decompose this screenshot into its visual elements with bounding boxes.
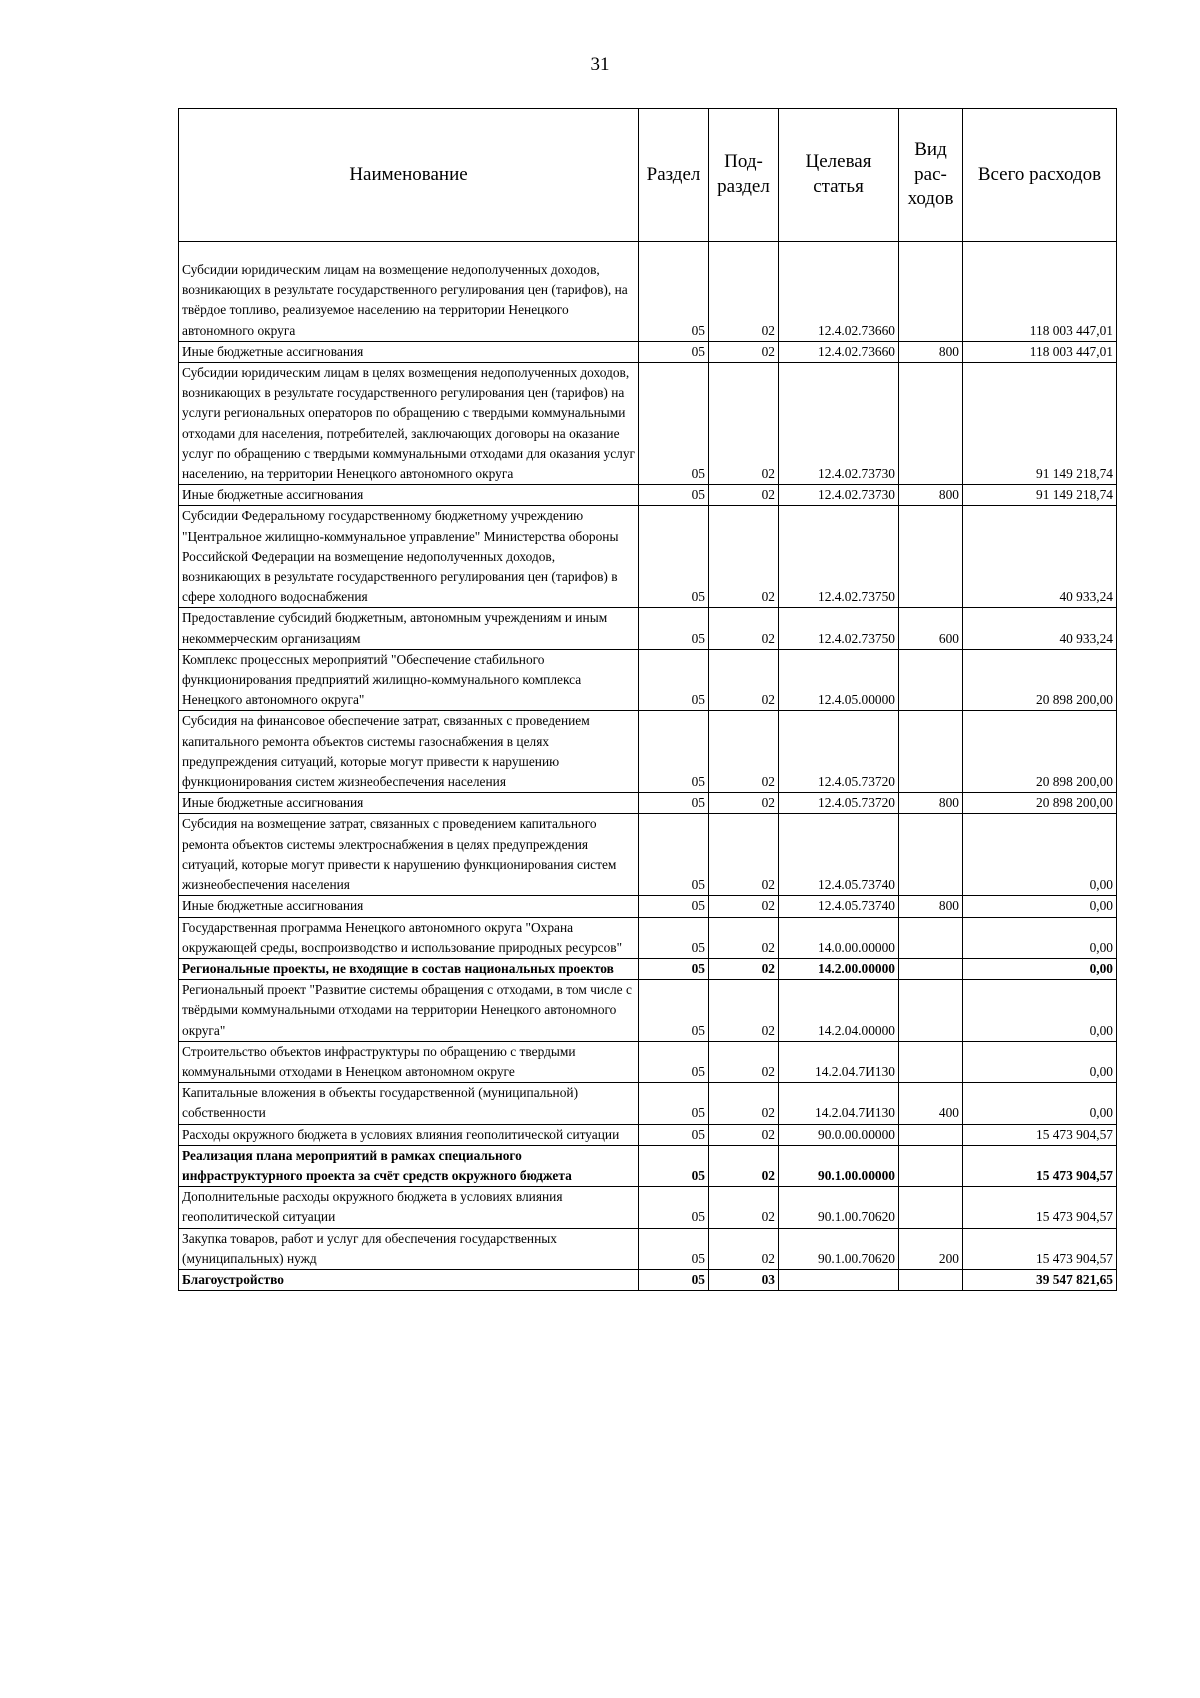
cell-name: Региональный проект "Развитие системы обращения с отходами, в том числе с твёрдыми коммунальными отходами на территории Ненецкого автономного округа" [179,980,639,1042]
table-row [179,1228,1117,1269]
cell-name: Строительство объектов инфраструктуры по обращению с твердыми коммунальными отходами в Ненецком автономном округе [179,1041,639,1082]
cell-vid-rashodov [899,917,963,958]
cell-vid-rashodov: 200 [899,1228,963,1269]
cell-vid-rashodov [899,1187,963,1228]
cell-name: Комплекс процессных мероприятий "Обеспечение стабильного функционирования предприятий жилищно-коммунального комплекса Ненецкого автономного округа" [179,649,639,711]
cell-vid-rashodov [899,814,963,896]
cell-razdel: 05 [639,793,709,814]
header-tselevaya-statya: Целевая статья [779,109,899,242]
table-row [179,260,1117,341]
cell-razdel: 05 [639,506,709,608]
cell-tselevaya-statya: 90.1.00.00000 [779,1145,899,1186]
header-podrazdel: Под- раздел [709,109,779,242]
cell-tselevaya-statya: 90.1.00.70620 [779,1187,899,1228]
header-spacer-row [179,242,1117,261]
cell-total: 118 003 447,01 [963,260,1117,341]
cell-name: Дополнительные расходы окружного бюджета в условиях влияния геополитической ситуации [179,1187,639,1228]
cell-razdel: 05 [639,1041,709,1082]
cell-total: 20 898 200,00 [963,711,1117,793]
table-body [179,260,1117,1291]
cell-name: Реализация плана мероприятий в рамках специального инфраструктурного проекта за счёт средств окружного бюджета [179,1145,639,1186]
cell-vid-rashodov [899,1145,963,1186]
cell-podrazdel: 02 [709,341,779,362]
cell-razdel: 05 [639,1187,709,1228]
cell-tselevaya-statya: 12.4.02.73750 [779,506,899,608]
cell-total: 91 149 218,74 [963,363,1117,485]
cell-total: 0,00 [963,917,1117,958]
cell-razdel: 05 [639,485,709,506]
cell-vid-rashodov [899,958,963,979]
cell-name: Субсидия на возмещение затрат, связанных с проведением капитального ремонта объектов системы электроснабжения в целях предупреждения ситуаций, которые могут привести к нарушению функционирования систем жизнеобеспечения населения [179,814,639,896]
budget-table [178,108,1117,1291]
cell-razdel: 05 [639,649,709,711]
table-row [179,958,1117,979]
table-row [179,1145,1117,1186]
cell-total: 39 547 821,65 [963,1269,1117,1290]
cell-vid-rashodov: 800 [899,793,963,814]
cell-razdel: 05 [639,363,709,485]
cell-total: 118 003 447,01 [963,341,1117,362]
cell-total: 40 933,24 [963,608,1117,649]
cell-name: Региональные проекты, не входящие в состав национальных проектов [179,958,639,979]
cell-total: 0,00 [963,814,1117,896]
cell-vid-rashodov [899,506,963,608]
cell-razdel: 05 [639,711,709,793]
cell-tselevaya-statya: 14.0.00.00000 [779,917,899,958]
cell-tselevaya-statya: 12.4.05.73740 [779,896,899,917]
cell-name: Капитальные вложения в объекты государственной (муниципальной) собственности [179,1083,639,1124]
cell-vid-rashodov [899,363,963,485]
cell-podrazdel: 02 [709,485,779,506]
cell-podrazdel: 02 [709,917,779,958]
cell-razdel: 05 [639,1124,709,1145]
table-row [179,980,1117,1042]
cell-vid-rashodov [899,649,963,711]
cell-name: Иные бюджетные ассигнования [179,793,639,814]
cell-podrazdel: 02 [709,896,779,917]
cell-podrazdel: 02 [709,814,779,896]
cell-total: 0,00 [963,896,1117,917]
table-row [179,793,1117,814]
cell-podrazdel: 02 [709,649,779,711]
cell-vid-rashodov [899,1269,963,1290]
cell-vid-rashodov [899,1124,963,1145]
header-vid-rashodov: Вид рас- ходов [899,109,963,242]
cell-tselevaya-statya: 12.4.02.73730 [779,363,899,485]
cell-podrazdel: 02 [709,1145,779,1186]
cell-total: 15 473 904,57 [963,1145,1117,1186]
cell-vid-rashodov: 800 [899,341,963,362]
cell-vid-rashodov: 400 [899,1083,963,1124]
cell-razdel: 05 [639,260,709,341]
cell-razdel: 05 [639,917,709,958]
cell-tselevaya-statya: 12.4.02.73750 [779,608,899,649]
table-row [179,1124,1117,1145]
table-row [179,608,1117,649]
cell-name: Субсидии юридическим лицам на возмещение недополученных доходов, возникающих в результате государственного регулирования цен (тарифов), на твёрдое топливо, реализуемое населению на территории Ненецкого автономного округа [179,260,639,341]
cell-tselevaya-statya: 12.4.05.73720 [779,793,899,814]
cell-podrazdel: 02 [709,1228,779,1269]
cell-name: Иные бюджетные ассигнования [179,485,639,506]
cell-total: 0,00 [963,980,1117,1042]
cell-vid-rashodov: 800 [899,896,963,917]
cell-podrazdel: 02 [709,711,779,793]
cell-total: 15 473 904,57 [963,1187,1117,1228]
cell-podrazdel: 02 [709,1187,779,1228]
cell-vid-rashodov: 600 [899,608,963,649]
header-razdel: Раздел [639,109,709,242]
cell-razdel: 05 [639,896,709,917]
table-row [179,506,1117,608]
cell-vid-rashodov: 800 [899,485,963,506]
cell-name: Субсидии юридическим лицам в целях возмещения недополученных доходов, возникающих в результате государственного регулирования цен (тарифов) на услуги региональных операторов по обращению с твердыми коммунальными отходами для населения, потребителей, заключающих договоры на оказание услуг по обращению с твердыми коммунальными отходами для оказания услуг населению, на территории Ненецкого автономного округа [179,363,639,485]
cell-name: Субсидия на финансовое обеспечение затрат, связанных с проведением капитального ремонта объектов системы газоснабжения в целях предупреждения ситуаций, которые могут привести к нарушению функционирования систем жизнеобеспечения населения [179,711,639,793]
cell-razdel: 05 [639,1269,709,1290]
cell-tselevaya-statya: 12.4.02.73660 [779,341,899,362]
table-row [179,896,1117,917]
cell-total: 15 473 904,57 [963,1228,1117,1269]
cell-vid-rashodov [899,980,963,1042]
cell-vid-rashodov [899,711,963,793]
cell-podrazdel: 03 [709,1269,779,1290]
table-header [179,109,1117,261]
table-row [179,1041,1117,1082]
table-row [179,1083,1117,1124]
cell-razdel: 05 [639,1083,709,1124]
cell-total: 15 473 904,57 [963,1124,1117,1145]
cell-total: 0,00 [963,1083,1117,1124]
cell-tselevaya-statya: 14.2.04.00000 [779,980,899,1042]
cell-tselevaya-statya: 12.4.05.73720 [779,711,899,793]
table-row [179,649,1117,711]
cell-name: Иные бюджетные ассигнования [179,896,639,917]
cell-name: Иные бюджетные ассигнования [179,341,639,362]
cell-name: Предоставление субсидий бюджетным, автономным учреждениям и иным некоммерческим организациям [179,608,639,649]
table-row [179,341,1117,362]
cell-total: 0,00 [963,1041,1117,1082]
cell-total: 20 898 200,00 [963,649,1117,711]
cell-total: 0,00 [963,958,1117,979]
cell-vid-rashodov [899,260,963,341]
cell-tselevaya-statya: 12.4.05.73740 [779,814,899,896]
cell-name: Расходы окружного бюджета в условиях влияния геополитической ситуации [179,1124,639,1145]
table-row [179,814,1117,896]
table-row [179,485,1117,506]
cell-razdel: 05 [639,341,709,362]
cell-tselevaya-statya: 90.0.00.00000 [779,1124,899,1145]
cell-podrazdel: 02 [709,793,779,814]
cell-tselevaya-statya [779,1269,899,1290]
cell-tselevaya-statya: 14.2.00.00000 [779,958,899,979]
cell-podrazdel: 02 [709,1083,779,1124]
cell-podrazdel: 02 [709,506,779,608]
cell-tselevaya-statya: 12.4.05.00000 [779,649,899,711]
cell-total: 20 898 200,00 [963,793,1117,814]
header-name: Наименование [179,109,639,242]
cell-name: Государственная программа Ненецкого автономного округа "Охрана окружающей среды, воспроизводство и использование природных ресурсов" [179,917,639,958]
cell-podrazdel: 02 [709,363,779,485]
cell-razdel: 05 [639,1228,709,1269]
cell-podrazdel: 02 [709,958,779,979]
cell-podrazdel: 02 [709,1041,779,1082]
cell-name: Закупка товаров, работ и услуг для обеспечения государственных (муниципальных) нужд [179,1228,639,1269]
cell-razdel: 05 [639,608,709,649]
cell-razdel: 05 [639,814,709,896]
cell-name: Благоустройство [179,1269,639,1290]
cell-total: 40 933,24 [963,506,1117,608]
table-row [179,1187,1117,1228]
cell-podrazdel: 02 [709,980,779,1042]
table-row [179,711,1117,793]
cell-razdel: 05 [639,980,709,1042]
cell-tselevaya-statya: 90.1.00.70620 [779,1228,899,1269]
table-row [179,1269,1117,1290]
cell-tselevaya-statya: 12.4.02.73660 [779,260,899,341]
cell-razdel: 05 [639,958,709,979]
table-row [179,363,1117,485]
cell-podrazdel: 02 [709,1124,779,1145]
cell-podrazdel: 02 [709,608,779,649]
cell-tselevaya-statya: 14.2.04.7И130 [779,1041,899,1082]
cell-podrazdel: 02 [709,260,779,341]
cell-total: 91 149 218,74 [963,485,1117,506]
table-row [179,917,1117,958]
cell-vid-rashodov [899,1041,963,1082]
page-number: 31 [590,54,610,75]
cell-name: Субсидии Федеральному государственному бюджетному учреждению "Центральное жилищно-коммунальное управление" Министерства обороны Российской Федерации на возмещение недополученных доходов, возникающих в результате государственного регулирования цен (тарифов) в сфере холодного водоснабжения [179,506,639,608]
cell-razdel: 05 [639,1145,709,1186]
header-total: Всего расходов [963,109,1117,242]
cell-tselevaya-statya: 14.2.04.7И130 [779,1083,899,1124]
cell-tselevaya-statya: 12.4.02.73730 [779,485,899,506]
